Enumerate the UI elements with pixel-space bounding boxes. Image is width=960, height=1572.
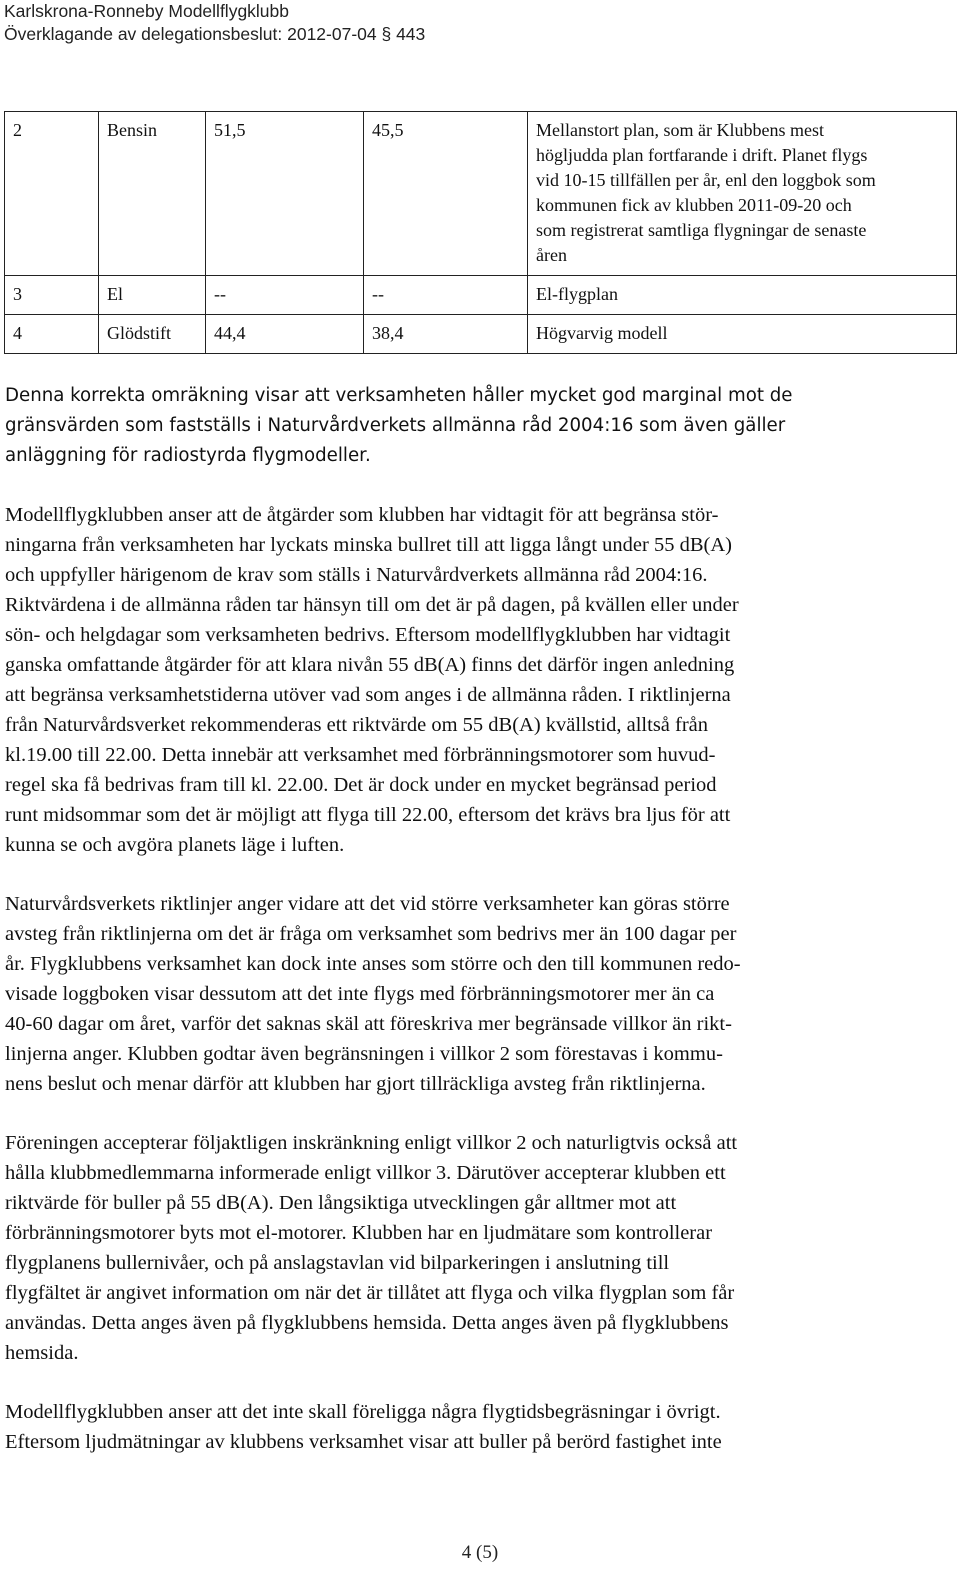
text-line: från Naturvårdsverket rekommenderas ett riktvärde om 55 dB(A) kvällstid, alltså från <box>5 714 709 736</box>
table-cell: 3 <box>5 276 99 315</box>
text-line: linjerna anger. Klubben godtar även begränsningen i villkor 2 som förestavas i kommu- <box>5 1043 723 1065</box>
table-row <box>5 315 957 354</box>
text-line: anläggning för radiostyrda flygmodeller. <box>5 445 371 466</box>
table-cell: El <box>99 276 206 315</box>
table-cell: -- <box>206 276 364 315</box>
cell-line: som registrerat samtliga flygningar de senaste <box>536 220 867 240</box>
cell-line: kommunen fick av klubben 2011-09-20 och <box>536 195 852 215</box>
paragraph-gap <box>5 860 955 889</box>
text-line: visade loggboken visar dessutom att det inte flygs med förbränningsmotorer mer än ca <box>5 983 715 1005</box>
text-line: att begränsa verksamhetstiderna utöver vad som anges i de allmänna råden. I riktlinjerna <box>5 684 731 706</box>
text-line: Föreningen accepterar följaktligen inskränkning enligt villkor 2 och naturligtvis också att <box>5 1132 738 1154</box>
text-line: hålla klubbmedlemmarna informerade enligt villkor 3. Därutöver accepterar klubben ett <box>5 1162 726 1184</box>
paragraph <box>5 1397 955 1457</box>
table-row <box>5 112 957 276</box>
table-cell: -- <box>364 276 528 315</box>
paragraph-gap <box>5 1368 955 1397</box>
header-title: Karlskrona-Ronneby Modellflygklubb <box>4 1 290 21</box>
text-line: användas. Detta anges även på flygklubbens hemsida. Detta anges även på flygklubbens <box>5 1312 729 1334</box>
text-line: flygplanens bullernivåer, och på anslagstavlan vid bilparkeringen i anslutning till <box>5 1252 670 1274</box>
text-line: hemsida. <box>5 1342 79 1364</box>
header-subtitle: Överklagande av delegationsbeslut: 2012-07-04 § 443 <box>4 24 426 44</box>
cell-line: El-flygplan <box>536 284 618 304</box>
table-cell: 4 <box>5 315 99 354</box>
table-cell: 45,5 <box>364 112 528 276</box>
text-line: Naturvårdsverkets riktlinjer anger vidare att det vid större verksamheter kan göras större <box>5 893 730 915</box>
document-body <box>5 381 955 1457</box>
table-cell: 51,5 <box>206 112 364 276</box>
table-row <box>5 276 957 315</box>
cell-line: Högvarvig modell <box>536 323 668 343</box>
paragraph <box>5 1128 955 1368</box>
text-line: sön- och helgdagar som verksamheten bedrivs. Eftersom modellflygklubben har vidtagit <box>5 624 731 646</box>
text-line: 40-60 dagar om året, varför det saknas skäl att föreskriva mer begränsade villkor än rikt- <box>5 1013 732 1035</box>
text-line: avsteg från riktlinjerna om det är fråga om verksamhet som bedrivs mer än 100 dagar per <box>5 923 737 945</box>
text-line: regel ska få bedrivas fram till kl. 22.00. Det är dock under en mycket begränsad period <box>5 774 717 796</box>
cell-line: vid 10-15 tillfällen per år, enl den loggbok som <box>536 170 876 190</box>
table-cell: 44,4 <box>206 315 364 354</box>
text-line: Modellflygklubben anser att de åtgärder som klubben har vidtagit för att begränsa stör- <box>5 504 719 526</box>
cell-line: Mellanstort plan, som är Klubbens mest <box>536 120 824 140</box>
table-cell: Glödstift <box>99 315 206 354</box>
text-line: Denna korrekta omräkning visar att verksamheten håller mycket god marginal mot de <box>5 385 793 406</box>
text-line: ningarna från verksamheten har lyckats minska bullret till att ligga långt under 55 dB(A) <box>5 534 732 556</box>
text-line: Eftersom ljudmätningar av klubbens verksamhet visar att buller på berörd fastighet inte <box>5 1431 722 1453</box>
text-line: gränsvärden som fastställs i Naturvårdverkets allmänna råd 2004:16 som även gäller <box>5 415 786 436</box>
paragraph <box>5 889 955 1099</box>
table-cell-description <box>528 112 957 276</box>
paragraph-gap <box>5 1099 955 1128</box>
table-cell: 2 <box>5 112 99 276</box>
text-line: år. Flygklubbens verksamhet kan dock inte anses som större och den till kommunen redo- <box>5 953 741 975</box>
table-cell: Bensin <box>99 112 206 276</box>
page-number: 4 (5) <box>461 1542 499 1563</box>
text-line: Riktvärdena i de allmänna råden tar hänsyn till om det är på dagen, på kvällen eller under <box>5 594 739 616</box>
table-cell: 38,4 <box>364 315 528 354</box>
cell-line: högljudda plan fortfarande i drift. Planet flygs <box>536 145 868 165</box>
table-cell-description <box>528 276 957 315</box>
text-line: förbränningsmotorer byts mot el-motorer. Klubben har en ljudmätare som kontrollerar <box>5 1222 713 1244</box>
text-line: Modellflygklubben anser att det inte skall föreligga några flygtidsbegräsningar i övrigt. <box>5 1401 721 1423</box>
cell-line: åren <box>536 245 567 265</box>
paragraph-gap <box>5 471 955 500</box>
text-line: och uppfyller härigenom de krav som ställs i Naturvårdverkets allmänna råd 2004:16. <box>5 564 708 586</box>
text-line: ganska omfattande åtgärder för att klara nivån 55 dB(A) finns det därför ingen anledning <box>5 654 735 676</box>
text-line: kunna se och avgöra planets läge i luften. <box>5 834 345 856</box>
data-table <box>4 111 957 354</box>
text-line: nens beslut och menar därför att klubben har gjort tillräckliga avsteg från riktlinjerna. <box>5 1073 706 1095</box>
text-line: runt midsommar som det är möjligt att flyga till 22.00, eftersom det krävs bra ljus för att <box>5 804 731 826</box>
text-line: flygfältet är angivet information om när det är tillåtet att flyga och vilka flygplan som får <box>5 1282 735 1304</box>
table-cell-description <box>528 315 957 354</box>
paragraph <box>5 381 955 471</box>
text-line: riktvärde för buller på 55 dB(A). Den långsiktiga utvecklingen går alltmer mot att <box>5 1192 677 1214</box>
paragraph <box>5 500 955 860</box>
text-line: kl.19.00 till 22.00. Detta innebär att verksamhet med förbränningsmotorer som huvud- <box>5 744 716 766</box>
